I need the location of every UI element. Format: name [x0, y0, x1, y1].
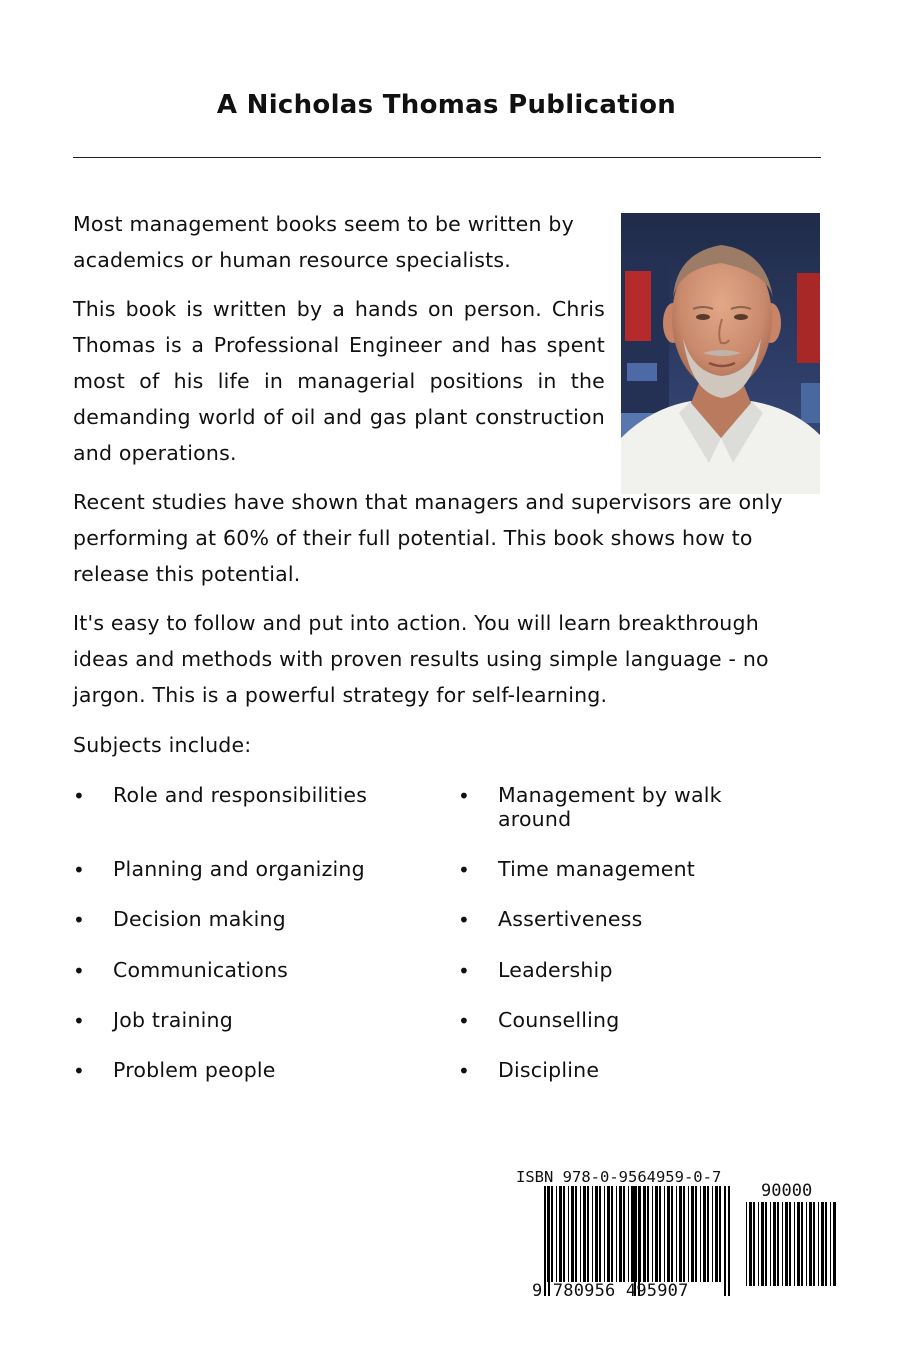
bullet-dot: •	[73, 959, 85, 983]
studies-paragraph: Recent studies have shown that managers and supervisors are only performing at 60% of their full potential. This book shows how to release this potential.	[73, 490, 783, 586]
barcode-bar	[580, 1186, 581, 1282]
barcode-bar	[753, 1202, 755, 1286]
subject-item: Time management	[498, 857, 696, 881]
subject-item: Management by walk around	[498, 783, 722, 831]
barcode-bar	[833, 1202, 836, 1286]
subjects-heading: Subjects include:	[73, 733, 252, 757]
barcode-bar	[556, 1186, 557, 1282]
bullet-dot: •	[458, 959, 470, 983]
barcode-bar	[765, 1202, 767, 1286]
barcode-bar	[607, 1186, 610, 1282]
barcode-bar	[695, 1186, 697, 1282]
barcode-bar	[773, 1202, 776, 1286]
subject-item: Role and responsibilities	[113, 783, 368, 807]
barcode-bar	[794, 1202, 795, 1286]
barcode-bar	[825, 1202, 827, 1286]
isbn-label: ISBN 978-0-9564959-0-7	[516, 1168, 722, 1186]
barcode-bar	[688, 1186, 689, 1282]
bullet-dot: •	[73, 1059, 85, 1083]
bullet-dot: •	[73, 784, 85, 808]
barcode-bar	[712, 1186, 713, 1282]
barcode-bar	[592, 1186, 593, 1282]
barcode-bar	[703, 1186, 706, 1282]
subject-item: Problem people	[113, 1058, 276, 1082]
barcode-bar	[761, 1202, 764, 1286]
barcode-bar	[821, 1202, 824, 1286]
bullet-dot: •	[73, 858, 85, 882]
subject-item: Discipline	[498, 1058, 600, 1082]
author-portrait-image	[621, 213, 820, 494]
barcode-bar	[671, 1186, 673, 1282]
barcode-guard-bar	[634, 1186, 636, 1296]
author-paragraph: This book is written by a hands on person. Chris Thomas is a Professional Engineer and has spent most of his life in managerial positions in the demanding world of oil and gas plant construction and operations.	[73, 297, 605, 465]
bullet-dot: •	[458, 784, 470, 808]
barcode-bar	[568, 1186, 569, 1282]
barcode-bar	[643, 1186, 646, 1282]
barcode-bar	[758, 1202, 759, 1286]
barcode-bar	[583, 1186, 586, 1282]
barcode-bar	[616, 1186, 617, 1282]
intro-paragraph: Most management books seem to be written by academics or human resource specialists.	[73, 212, 574, 272]
barcode-bar	[559, 1186, 562, 1282]
barcode-bar	[575, 1186, 577, 1282]
barcode-bar	[587, 1186, 589, 1282]
subject-item: Assertiveness	[498, 907, 643, 931]
barcode-bar	[746, 1202, 747, 1286]
subject-item: Planning and organizing	[113, 857, 365, 881]
bullet-dot: •	[73, 1009, 85, 1033]
barcode-bar	[809, 1202, 812, 1286]
subject-item: Decision making	[113, 907, 286, 931]
barcode-bar	[631, 1186, 634, 1282]
publisher-title: A Nicholas Thomas Publication	[216, 90, 677, 120]
barcode-guard-bar	[638, 1186, 640, 1296]
barcode-bar	[818, 1202, 819, 1286]
title-divider	[73, 157, 821, 158]
barcode-bar	[667, 1186, 670, 1282]
barcode-bar	[801, 1202, 803, 1286]
barcode-guard-bar	[724, 1186, 726, 1296]
barcode-bar	[719, 1186, 721, 1282]
price-code: 90000	[761, 1181, 813, 1201]
barcode-bar	[664, 1186, 665, 1282]
subject-item: Leadership	[498, 958, 613, 982]
isbn-barcode	[516, 1168, 846, 1308]
barcode-bar	[604, 1186, 605, 1282]
barcode-bar	[770, 1202, 771, 1286]
barcode-bar	[777, 1202, 779, 1286]
barcode-bar	[749, 1202, 752, 1286]
barcode-bar	[785, 1202, 788, 1286]
barcode-bar	[707, 1186, 709, 1282]
barcode-bar	[571, 1186, 574, 1282]
ease-paragraph: It's easy to follow and put into action. You will learn breakthrough ideas and methods with proven results using simple language - no jargon. This is a powerful strategy for self-learning.	[73, 611, 769, 707]
barcode-bar	[782, 1202, 783, 1286]
barcode-bar	[595, 1186, 598, 1282]
bullet-dot: •	[458, 1059, 470, 1083]
barcode-bar	[628, 1186, 629, 1282]
barcode-bar	[797, 1202, 800, 1286]
barcode-bar	[551, 1186, 553, 1282]
barcode-bar	[679, 1186, 682, 1282]
barcode-bar	[806, 1202, 807, 1286]
barcode-bar	[830, 1202, 831, 1286]
barcode-bar	[789, 1202, 791, 1286]
bullet-dot: •	[73, 908, 85, 932]
subject-item: Job training	[113, 1008, 233, 1032]
bullet-dot: •	[458, 858, 470, 882]
barcode-guard-bar	[728, 1186, 730, 1296]
subject-item: Communications	[113, 958, 289, 982]
barcode-bar	[691, 1186, 694, 1282]
barcode-bar	[676, 1186, 677, 1282]
barcode-bar	[623, 1186, 625, 1282]
subject-item: Counselling	[498, 1008, 620, 1032]
barcode-bar	[640, 1186, 641, 1282]
bullet-dot: •	[458, 908, 470, 932]
barcode-bar	[700, 1186, 701, 1282]
barcode-bar	[647, 1186, 649, 1282]
barcode-bar	[683, 1186, 685, 1282]
barcode-bar	[611, 1186, 613, 1282]
barcode-guard-bar	[548, 1186, 550, 1296]
barcode-bar	[599, 1186, 601, 1282]
author-photo	[621, 213, 820, 494]
ean-digits: 9 780956 495907	[532, 1281, 689, 1301]
bullet-dot: •	[458, 1009, 470, 1033]
barcode-bar	[813, 1202, 815, 1286]
barcode-guard-bar	[544, 1186, 546, 1296]
barcode-bar	[659, 1186, 661, 1282]
barcode-bar	[619, 1186, 622, 1282]
barcode-bar	[652, 1186, 653, 1282]
barcode-bar	[563, 1186, 565, 1282]
barcode-bar	[715, 1186, 718, 1282]
barcode-bar	[655, 1186, 658, 1282]
